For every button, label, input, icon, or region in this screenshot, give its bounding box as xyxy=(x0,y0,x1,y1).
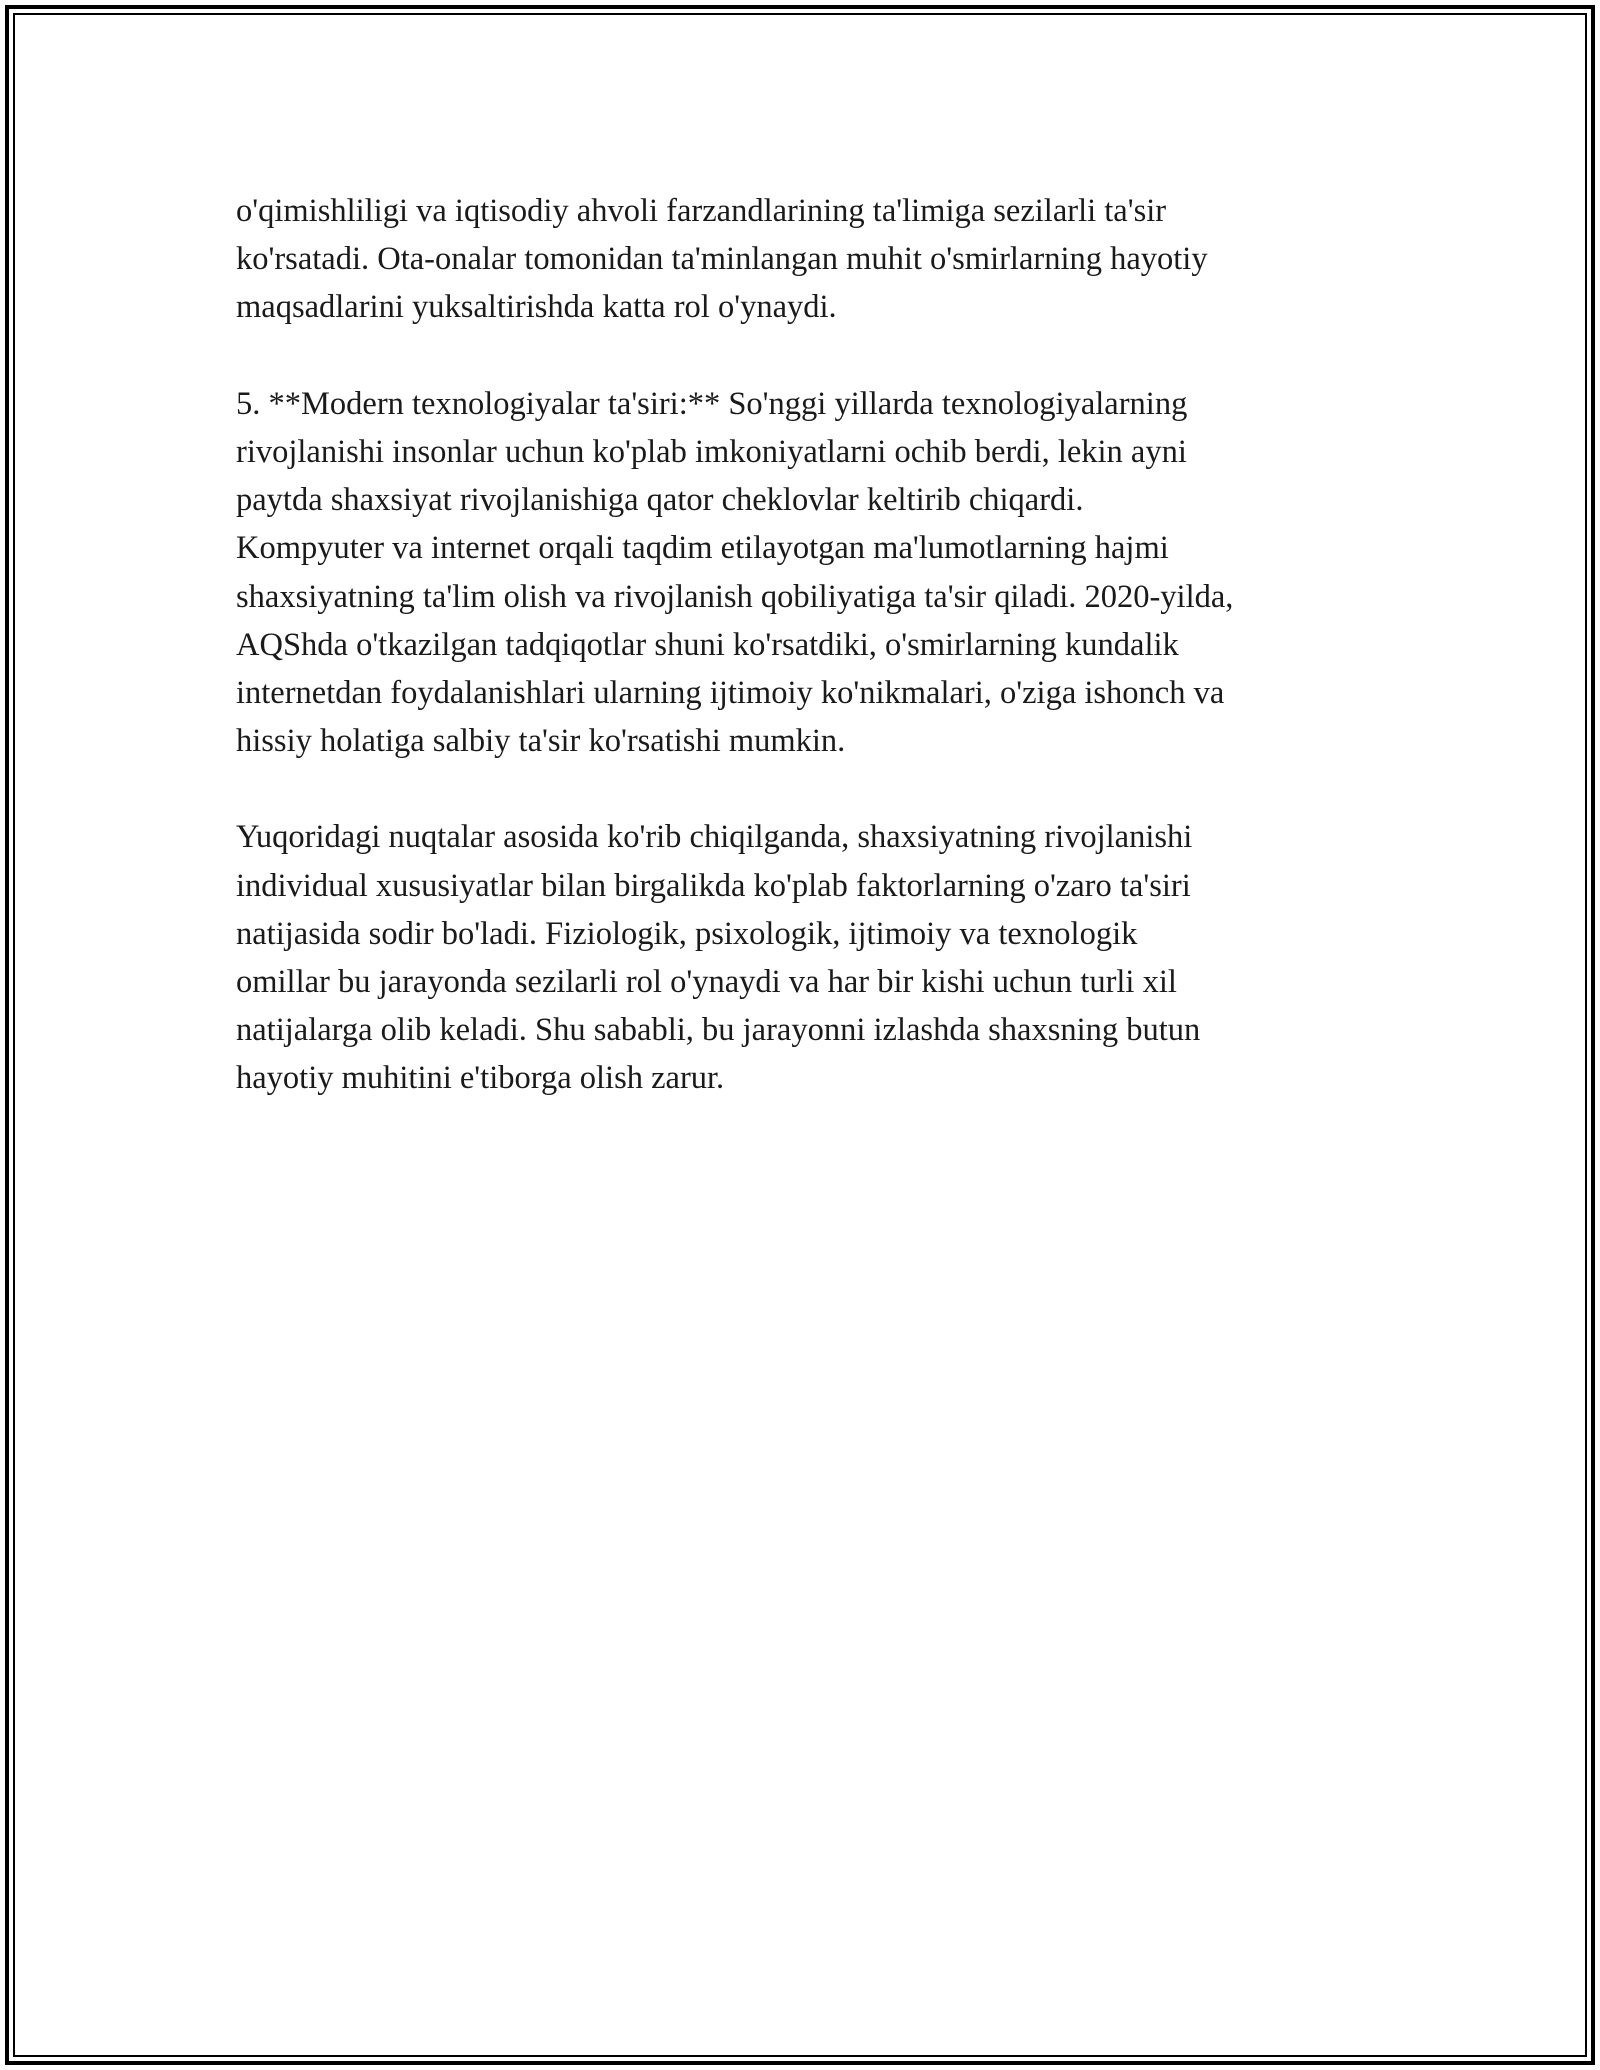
text-line: shaxsiyatning ta'lim olish va rivojlanish qobiliyatiga ta'sir qiladi. 2020-yilda, xyxy=(236,578,1234,615)
text-line: paytda shaxsiyat rivojlanishiga qator cheklovlar keltirib chiqardi. xyxy=(236,482,1084,519)
text-line: individual xususiyatlar bilan birgalikda ko'plab faktorlarning o'zaro ta'siri xyxy=(236,867,1191,904)
text-line: o'qimishliligi va iqtisodiy ahvoli farzandlarining ta'limiga sezilarli ta'sir xyxy=(236,193,1167,229)
text-line: maqsadlarini yuksaltirishda katta rol o'ynaydi. xyxy=(236,289,837,326)
paragraph-modern-technologies xyxy=(236,380,1376,766)
text-line: omillar bu jarayonda sezilarli rol o'ynaydi va har bir kishi uchun turli xil xyxy=(236,964,1177,1000)
text-line: rivojlanishi insonlar uchun ko'plab imkoniyatlarni ochib berdi, lekin ayni xyxy=(236,433,1187,470)
text-line: AQShda o'tkazilgan tadqiqotlar shuni ko'rsatdiki, o'smirlarning kundalik xyxy=(236,626,1179,663)
paragraph-conclusion xyxy=(236,813,1376,1102)
text-line: 5. **Modern texnologiyalar ta'siri:** So'nggi yillarda texnologiyalarning xyxy=(236,385,1188,422)
text-line: Kompyuter va internet orqali taqdim etilayotgan ma'lumotlarning hajmi xyxy=(236,530,1169,567)
document-body xyxy=(236,187,1376,1151)
text-line: natijalarga olib keladi. Shu sababli, bu jarayonni izlashda shaxsning butun xyxy=(236,1012,1201,1049)
paragraph-parental-influence xyxy=(236,187,1376,332)
text-line: internetdan foydalanishlari ularning ijtimoiy ko'nikmalari, o'ziga ishonch va xyxy=(236,674,1225,711)
text-line: hayotiy muhitini e'tiborga olish zarur. xyxy=(236,1060,725,1097)
text-line: Yuqoridagi nuqtalar asosida ko'rib chiqilganda, shaxsiyatning rivojlanishi xyxy=(236,819,1193,856)
text-line: ko'rsatadi. Ota-onalar tomonidan ta'minlangan muhit o'smirlarning hayotiy xyxy=(236,241,1208,278)
text-line: hissiy holatiga salbiy ta'sir ko'rsatishi mumkin. xyxy=(236,723,846,760)
text-line: natijasida sodir bo'ladi. Fiziologik, psixologik, ijtimoiy va texnologik xyxy=(236,915,1138,952)
